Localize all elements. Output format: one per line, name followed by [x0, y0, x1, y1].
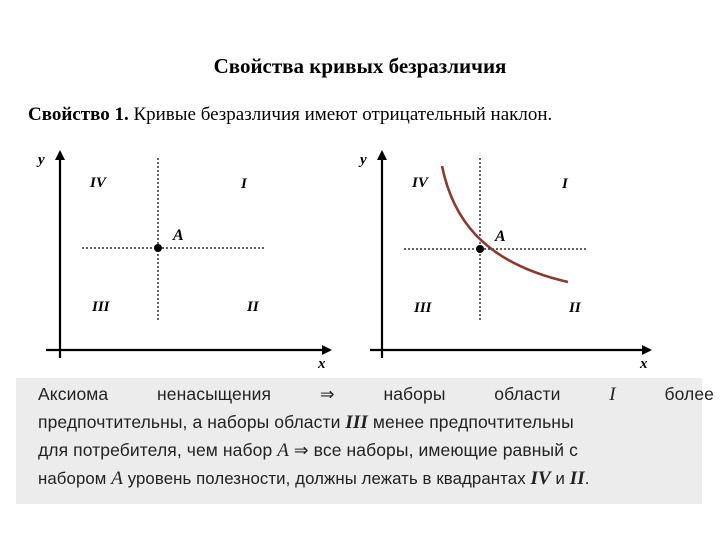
- axiom-text-box: [16, 378, 715, 504]
- slide-title: Свойства кривых безразличия: [213, 54, 507, 78]
- point-a: [154, 244, 162, 252]
- axiom-line-1: Аксиома ненасыщения ⇒ наборы области I более: [38, 384, 715, 405]
- quadrant-ii-label: II: [247, 299, 259, 315]
- diagram-left: [36, 152, 330, 372]
- property-text: Кривые безразличия имеют отрицательный наклон.: [133, 104, 553, 125]
- quadrant-iii-label: III: [414, 300, 432, 316]
- x-axis-label: x: [640, 356, 648, 372]
- property-label: Свойство 1.: [28, 104, 129, 125]
- axiom-line-4: набором A уровень полезности, должны лежать в квадрантах IV и II.: [38, 468, 590, 489]
- quadrant-iv-label: IV: [412, 175, 428, 191]
- y-axis-label: y: [360, 152, 367, 168]
- quadrant-iv-label: IV: [90, 175, 106, 191]
- point-a: [476, 245, 484, 253]
- point-a-label: A: [173, 227, 184, 244]
- quadrant-iii-label: III: [92, 299, 110, 315]
- point-a-label: A: [495, 228, 506, 245]
- y-axis-label: y: [38, 152, 45, 168]
- quadrant-i-label: I: [562, 176, 568, 192]
- quadrant-i-label: I: [241, 176, 247, 192]
- x-axis-label: x: [318, 356, 326, 372]
- axiom-line-3: для потребителя, чем набор A ⇒ все наборы, имеющие равный с: [38, 440, 578, 461]
- diagram-right: [358, 152, 650, 372]
- indifference-curve: [442, 166, 568, 282]
- axiom-line-2: предпочтительны, а наборы области III менее предпочтительны: [38, 412, 574, 433]
- quadrant-ii-label: II: [569, 300, 581, 316]
